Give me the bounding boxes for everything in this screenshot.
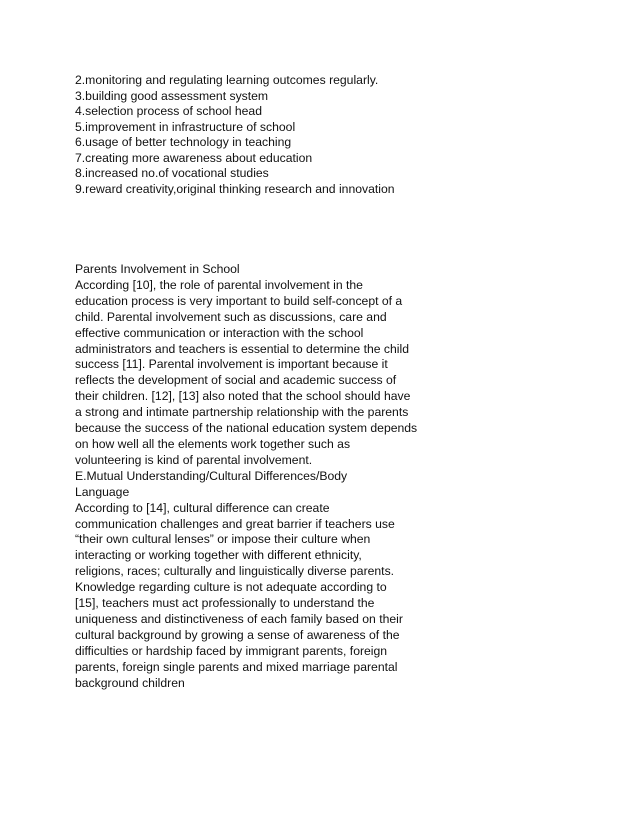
- paragraph-line: volunteering is kind of parental involvement.: [75, 452, 313, 467]
- list-item: 5.improvement in infrastructure of school: [75, 119, 296, 134]
- paragraph-line: background children: [75, 675, 185, 690]
- paragraph-line: reflects the development of social and academic success of: [75, 373, 397, 388]
- list-item: 2.monitoring and regulating learning outcomes regularly.: [75, 73, 379, 87]
- list-item: 8.increased no.of vocational studies: [75, 166, 269, 180]
- list-item: 4.selection process of school head: [75, 104, 262, 118]
- paragraph-line: a strong and intimate partnership relationship with the parents: [75, 405, 409, 420]
- list-item: 9.reward creativity,original thinking research and innovation: [75, 181, 395, 196]
- paragraph-line: communication challenges and great barrier if teachers use: [75, 516, 395, 531]
- paragraph-line: cultural background by growing a sense of awareness of the: [75, 627, 400, 642]
- paragraph-line: religions, races; culturally and linguistically diverse parents.: [75, 564, 395, 579]
- list-item: 3.building good assessment system: [75, 88, 269, 103]
- paragraph-line: because the success of the national education system depends: [75, 421, 418, 436]
- paragraph-line: [15], teachers must act professionally to understand the: [75, 596, 375, 611]
- paragraph-line: According to [14], cultural difference can create: [75, 500, 330, 515]
- paragraph-line: Knowledge regarding culture is not adequate according to: [75, 580, 387, 595]
- list-item: 7.creating more awareness about education: [75, 150, 313, 165]
- list-item: 6.usage of better technology in teaching: [75, 135, 292, 149]
- paragraph-line: effective communication or interaction with the school: [75, 325, 364, 340]
- subsection-heading: E.Mutual Understanding/Cultural Differences/Body: [75, 468, 348, 483]
- parents-involvement-section: [75, 262, 418, 691]
- paragraph-line: According [10], the role of parental involvement in the: [75, 277, 363, 292]
- paragraph-line: child. Parental involvement such as discussions, care and: [75, 309, 387, 324]
- paragraph-line: administrators and teachers is essential to determine the child: [75, 341, 409, 356]
- paragraph-line: “their own cultural lenses” or impose their culture when: [75, 532, 371, 547]
- subsection-heading: Language: [75, 484, 130, 499]
- paragraph-line: on how well all the elements work together such as: [75, 436, 351, 451]
- paragraph-line: parents, foreign single parents and mixed marriage parental: [75, 659, 398, 674]
- paragraph-line: success [11]. Parental involvement is important because it: [75, 357, 388, 372]
- paragraph-line: their children. [12], [13] also noted that the school should have: [75, 389, 411, 404]
- paragraph-line: uniqueness and distinctiveness of each family based on their: [75, 611, 403, 626]
- section-heading: Parents Involvement in School: [75, 262, 240, 276]
- paragraph-line: interacting or working together with different ethnicity,: [75, 548, 362, 563]
- paragraph-line: education process is very important to build self-concept of a: [75, 293, 403, 308]
- paragraph-line: difficulties or hardship faced by immigrant parents, foreign: [75, 643, 388, 658]
- improvement-list: [75, 73, 395, 197]
